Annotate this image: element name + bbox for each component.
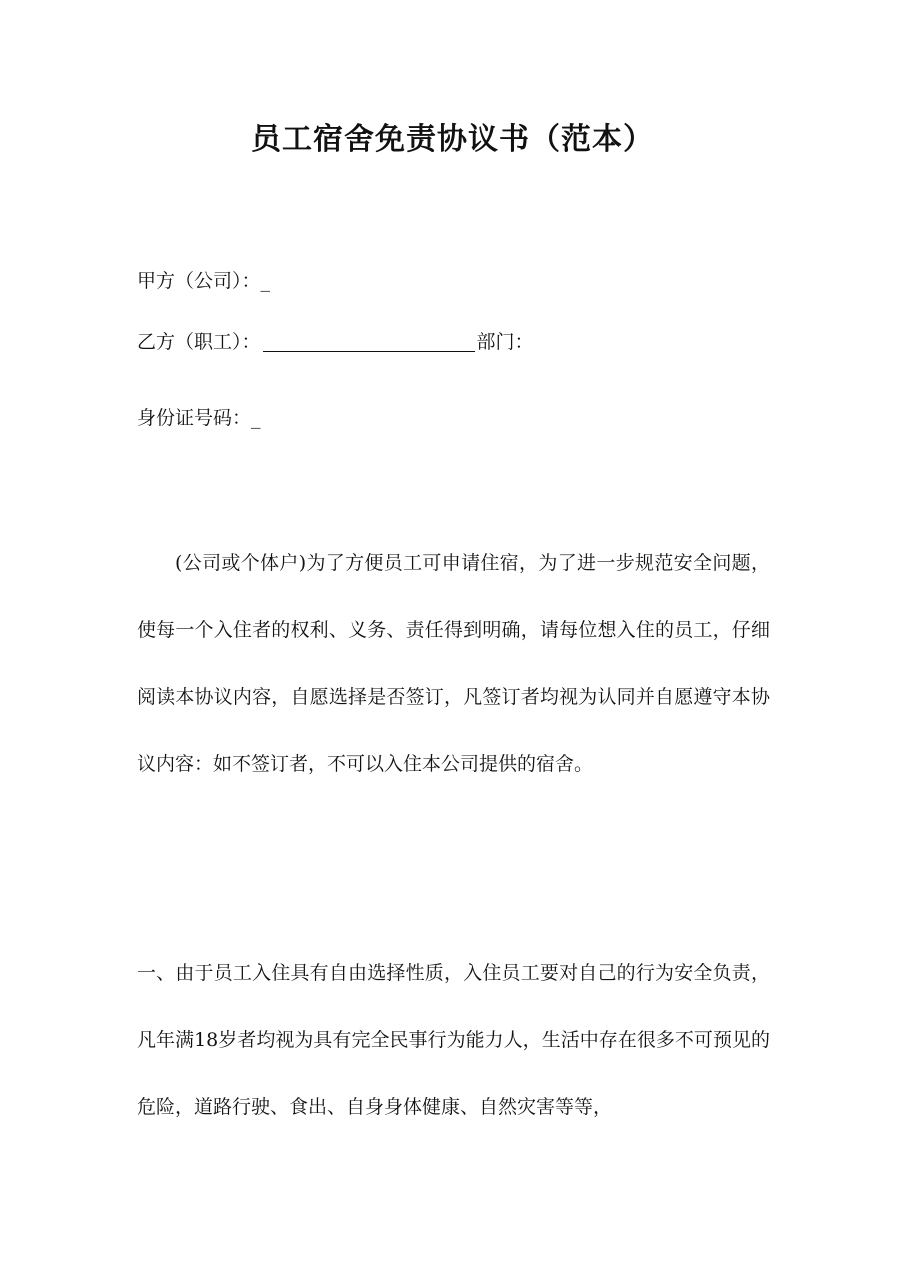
intro-paragraph: (公司或个体户)为了方便员工可申请住宿，为了进一步规范安全问题，使每一个入住者的权利、义务、责任得到明确，请每位想入住的员工，仔细阅读本协议内容，自愿选择是否签订，凡签订者均视为认同并自愿遵守本协议内容：如不签订者，不可以入住本公司提供的宿舍。 — [137, 552, 770, 775]
party-a-field: 甲方（公司）：_ — [137, 270, 271, 292]
clause-1-paragraph: 一、由于员工入住具有自由选择性质，入住员工要对自己的行为安全负责，凡年满18岁者均视为具有完全民事行为能力人，生活中存在很多不可预见的危险，道路行驶、食出、自身身体健康、自然灾害等等， — [137, 962, 770, 1118]
id-number-field: 身份证号码：_ — [137, 407, 261, 429]
party-b-field — [137, 327, 534, 357]
document-title: 员工宿舍免责协议书（范本） — [251, 122, 654, 157]
party-b-label: 乙方（职工）： — [137, 331, 261, 353]
department-label: 部门： — [476, 331, 534, 353]
party-b-blank-line — [263, 329, 475, 352]
